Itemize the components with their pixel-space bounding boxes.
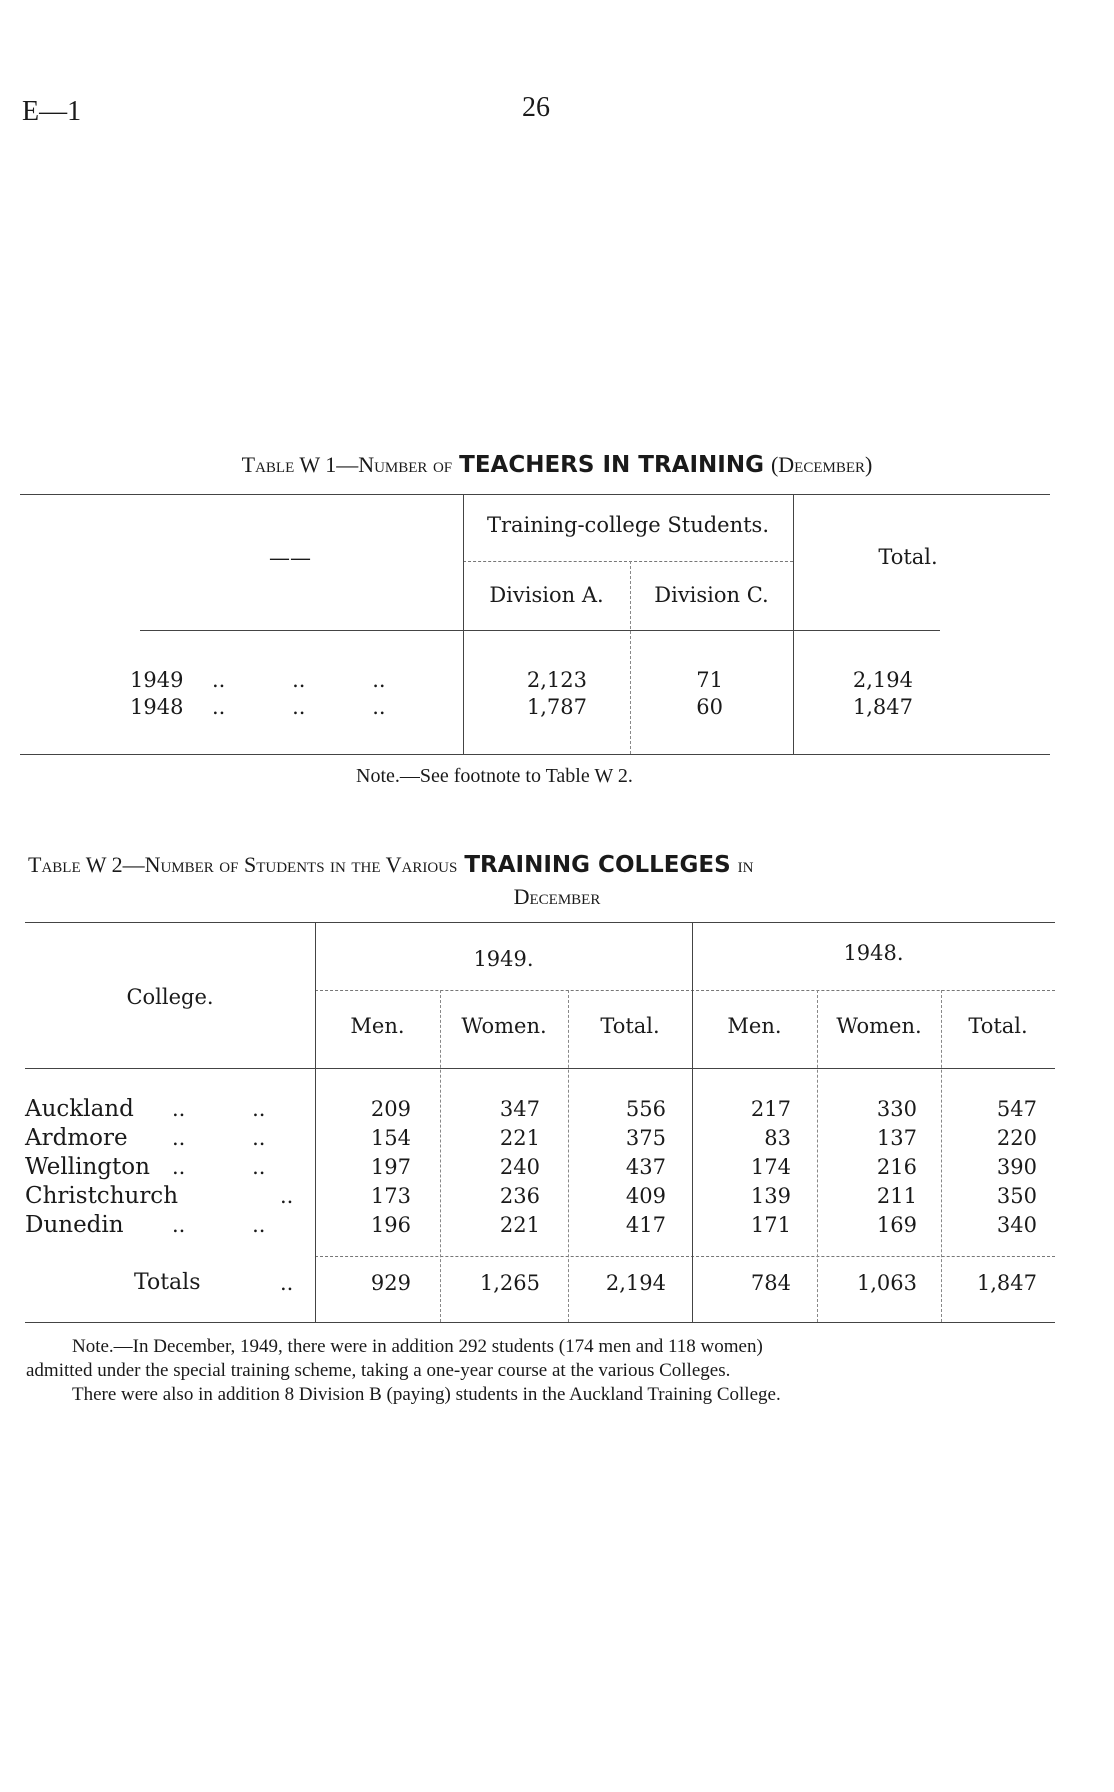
table2-sub-men-1948: Men. [727,1014,782,1038]
table2-title-prefix: Table W 2—Number of Students in the Various [28,852,458,877]
table2-cell-men-1949: 197 [370,1155,411,1179]
table2-cell-total-1949: 375 [625,1126,666,1150]
table2-vrule-college [315,922,316,1322]
table2-cell-women-1948: 137 [876,1126,917,1150]
table1-col-total: Total. [878,545,938,569]
table2-totals-dots: .. [280,1271,294,1295]
table2-row-dots: .. [280,1184,294,1208]
table2-bottom-rule [25,1322,1055,1323]
table2-top-rule [25,922,1055,923]
table2-title [28,852,1086,878]
table1-row-total: 2,194 [852,668,913,692]
table1-group-rule [463,561,793,562]
table2-row-dots: .. .. [172,1155,266,1179]
table1-row-div-c: 60 [696,695,723,719]
table2-cell-men-1949: 209 [370,1097,411,1121]
table2-vrule-year [692,922,693,1322]
table2-college-name: Auckland [25,1096,134,1122]
table1-row-div-a: 2,123 [526,668,587,692]
table2-college-name: Dunedin [25,1212,124,1238]
table1-header-rule [140,630,940,631]
table2-title-suffix: in [737,852,754,877]
table2-cell-women-1948: 330 [876,1097,917,1121]
table2-cell-total-1948: 340 [996,1213,1037,1237]
table1-title [0,452,1114,478]
table2-row-dots: .. .. [172,1126,266,1150]
table2-row-dots: .. .. [172,1097,266,1121]
table2-totals-label: Totals [134,1270,201,1295]
table2-cell-women-1948: 216 [876,1155,917,1179]
table2-cell-men-1948: 139 [750,1184,791,1208]
table2-row-dots: .. .. [172,1213,266,1237]
table2-cell-total-1948: 350 [996,1184,1037,1208]
table1-note: Note.—See footnote to Table W 2. [356,765,633,787]
table2-cell-women-1948: 169 [876,1213,917,1237]
table2-cell-men-1949: 154 [370,1126,411,1150]
table2-total-men-1949: 929 [370,1271,411,1295]
table2-sub-total-1948: Total. [968,1014,1028,1038]
table2-total-total-1948: 1,847 [976,1271,1037,1295]
table2-sub-total-1949: Total. [600,1014,660,1038]
table1-title-prefix: Table W 1—Number of [241,452,453,477]
table1-dash-header: —— [269,546,311,570]
table2-cell-women-1949: 240 [499,1155,540,1179]
table2-cell-total-1948: 220 [996,1126,1037,1150]
table2-totals-rule [315,1256,1055,1257]
table2-year1-header: 1949. [473,947,534,971]
table2-cell-men-1948: 217 [750,1097,791,1121]
table1-row-div-a: 1,787 [526,695,587,719]
table2-total-women-1948: 1,063 [856,1271,917,1295]
table2-cell-total-1948: 390 [996,1155,1037,1179]
table2-sub-women-1949: Women. [461,1014,547,1038]
table2-cell-total-1949: 417 [625,1213,666,1237]
table2-note-line2: admitted under the special training scheme, taking a one-year course at the various Colleges. [26,1360,731,1381]
table2-college-header: College. [126,985,214,1009]
table1-title-suffix: (December) [770,452,873,477]
table1-row-year: 1949 [130,668,184,692]
table2-cell-men-1949: 173 [370,1184,411,1208]
table2-title-bold: TRAINING COLLEGES [464,852,731,878]
table2-cell-men-1948: 83 [764,1126,791,1150]
table2-college-name: Christchurch [25,1183,179,1209]
table2-cell-total-1949: 556 [625,1097,666,1121]
table2-cell-men-1948: 174 [750,1155,791,1179]
table1-title-bold: TEACHERS IN TRAINING [459,452,764,478]
table1-row-total: 1,847 [852,695,913,719]
table2-cell-women-1949: 221 [499,1126,540,1150]
section-code: E—1 [22,96,82,127]
table1-col-div-a: Division A. [489,583,604,607]
table2-total-total-1949: 2,194 [605,1271,666,1295]
table2-total-men-1948: 784 [750,1271,791,1295]
table2-sub-men-1949: Men. [350,1014,405,1038]
table2-cell-total-1949: 437 [625,1155,666,1179]
table2-title-line2: December [513,884,601,909]
table2-cell-men-1948: 171 [750,1213,791,1237]
table2-total-women-1949: 1,265 [479,1271,540,1295]
table2-cell-men-1949: 196 [370,1213,411,1237]
table1-bottom-rule [20,754,1050,755]
table2-cell-women-1948: 211 [876,1184,917,1208]
table1-group-header: Training-college Students. [486,513,770,537]
table2-cell-women-1949: 236 [499,1184,540,1208]
table2-cell-women-1949: 347 [499,1097,540,1121]
table1-row-dots: .. .. .. [212,668,386,692]
table2-year-rule [315,990,1055,991]
table2-cell-total-1948: 547 [996,1097,1037,1121]
table1-top-rule [20,494,1050,495]
table1-row-year: 1948 [130,695,184,719]
table2-cell-women-1949: 221 [499,1213,540,1237]
page-number: 26 [522,92,550,123]
table2-college-name: Wellington [25,1154,150,1180]
table2-note-line3: There were also in addition 8 Division B (paying) students in the Auckland Training College. [72,1384,781,1405]
table2-header-rule [25,1068,1055,1069]
table2-sub-women-1948: Women. [836,1014,922,1038]
table2-note-line1: Note.—In December, 1949, there were in addition 292 students (174 men and 118 women) [72,1336,763,1357]
table1-row-div-c: 71 [696,668,723,692]
table2-cell-total-1949: 409 [625,1184,666,1208]
table1-row-dots: .. .. .. [212,695,386,719]
table2-year2-header: 1948. [843,941,904,965]
table1-col-div-c: Division C. [654,583,769,607]
table2-college-name: Ardmore [25,1125,128,1151]
